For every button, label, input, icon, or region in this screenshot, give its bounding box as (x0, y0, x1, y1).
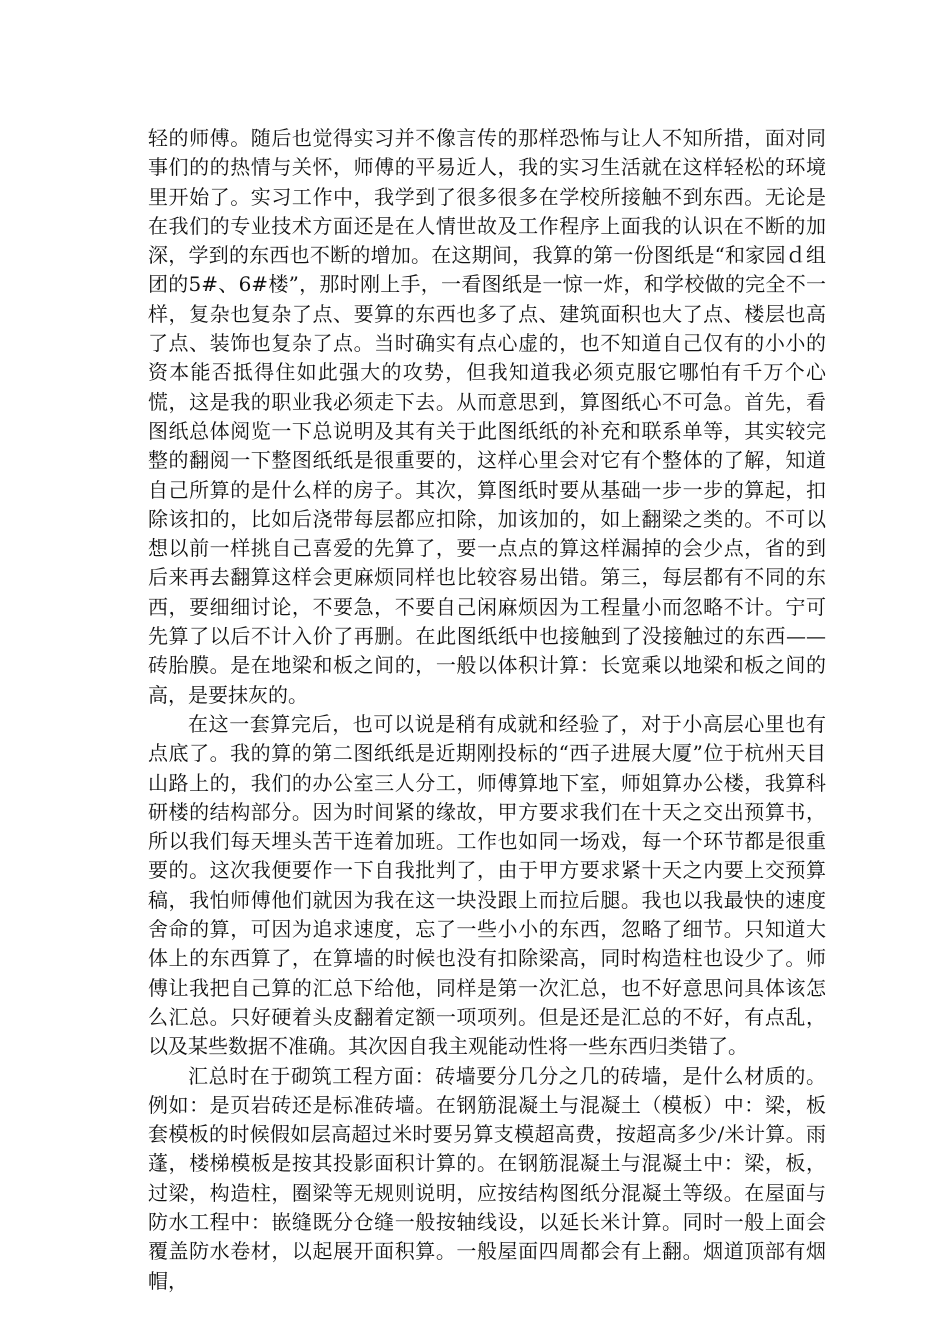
paragraph-3: 汇总时在于砌筑工程方面：砖墙要分几分之几的砖墙，是什么材质的。例如：是页岩砖还是标准砖墙。在钢筋混凝土与混凝土（模板）中：梁，板套模板的时候假如层高超过米时要另算支模超高费，按超高多少/米计算。雨蓬，楼梯模板是按其投影面积计算的。在钢筋混凝土与混凝土中：梁，板，过梁，构造柱，圈梁等无规则说明，应按结构图纸分混凝土等级。在屋面与防水工程中：嵌缝既分仓缝一般按轴线设，以延长米计算。同时一般上面会覆盖防水卷材，以起展开面积算。一般屋面四周都会有上翻。烟道顶部有烟帽， (148, 1063, 826, 1293)
document-page (148, 124, 826, 1296)
paragraph-1: 轻的师傅。随后也觉得实习并不像言传的那样恐怖与让人不知所措，面对同事们的的热情与关怀，师傅的平易近人，我的实习生活就在这样轻松的环境里开始了。实习工作中，我学到了很多很多在学校所接触不到东西。无论是在我们的专业技术方面还是在人情世故及工作程序上面我的认识在不断的加深，学到的东西也不断的增加。在这期间，我算的第一份图纸是“和家园ｄ组团的5#、6#楼”，那时刚上手，一看图纸是一惊一炸，和学校做的完全不一样，复杂也复杂了点、要算的东西也多了点、建筑面积也大了点、楼层也高了点、装饰也复杂了点。当时确实有点心虚的，也不知道自己仅有的小小的资本能否抵得住如此强大的攻势，但我知道我必须克服它哪怕有千万个心慌，这是我的职业我必须走下去。从而意思到，算图纸心不可急。首先，看图纸总体阅览一下总说明及其有关于此图纸纸的补充和联系单等，其实较完整的翻阅一下整图纸纸是很重要的，这样心里会对它有个整体的了解，知道自己所算的是什么样的房子。其次，算图纸时要从基础一步一步的算起，扣除该扣的，比如后浇带每层都应扣除，加该加的，如上翻梁之类的。不可以想以前一样挑自己喜爱的先算了，要一点点的算这样漏掉的会少点，省的到后来再去翻算这样会更麻烦同样也比较容易出错。第三，每层都有不同的东西，要细细讨论，不要急，不要自己闲麻烦因为工程量小而忽略不计。宁可先算了以后不计入价了再删。在此图纸纸中也接触到了没接触过的东西——砖胎膜。是在地梁和板之间的，一般以体积计算：长宽乘以地梁和板之间的高，是要抹灰的。 (148, 126, 826, 707)
paragraph-2: 在这一套算完后，也可以说是稍有成就和经验了，对于小高层心里也有点底了。我的算的第二图纸纸是近期刚投标的“西子进展大厦”位于杭州天目山路上的，我们的办公室三人分工，师傅算地下室，师姐算办公楼，我算科研楼的结构部分。因为时间紧的缘故，甲方要求我们在十天之交出预算书，所以我们每天埋头苦干连着加班。工作也如同一场戏，每一个环节都是很重要的。这次我便要作一下自我批判了，由于甲方要求紧十天之内要上交预算稿，我怕师傅他们就因为我在这一块没跟上而拉后腿。我也以我最快的速度舍命的算，可因为追求速度，忘了一些小小的东西，忽略了细节。只知道大体上的东西算了，在算墙的时候也没有扣除梁高，同时构造柱也设少了。师傅让我把自己算的汇总下给他，同样是第一次汇总，也不好意思问具体该怎么汇总。只好硬着头皮翻着定额一项项列。但是还是汇总的不好，有点乱，以及某些数据不准确。其次因自我主观能动性将一些东西归类错了。 (148, 711, 826, 1059)
